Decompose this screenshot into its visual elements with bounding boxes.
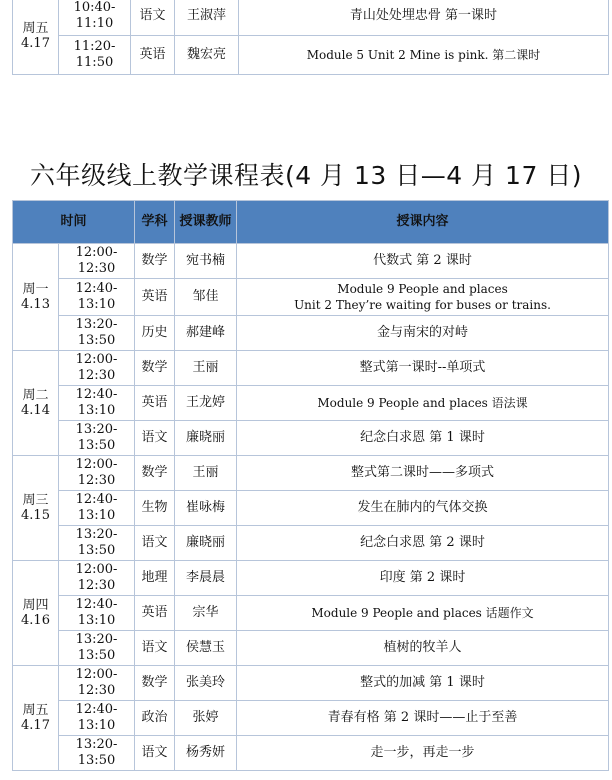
subject-cell: 地理 — [135, 561, 175, 596]
content-cell — [237, 244, 609, 279]
content-line: 青春有格 第 2 课时——止于至善 — [327, 710, 518, 725]
day-cell — [13, 456, 59, 561]
day-cell — [13, 0, 59, 75]
time-cell: 12:40-13:10 — [59, 386, 135, 421]
time-cell: 12:00-12:30 — [59, 244, 135, 279]
subject-cell: 英语 — [135, 279, 175, 316]
content-line: 整式的加减 第 1 课时 — [360, 675, 485, 690]
content-line: 纪念白求恩 第 1 课时 — [360, 430, 485, 445]
content-cell — [237, 351, 609, 386]
teacher-cell: 王丽 — [175, 351, 237, 386]
content-cell — [237, 279, 609, 316]
teacher-cell: 崔咏梅 — [175, 491, 237, 526]
time-cell: 13:20-13:50 — [59, 316, 135, 351]
subject-cell: 语文 — [135, 421, 175, 456]
content-line: 代数式 第 2 课时 — [373, 253, 472, 268]
teacher-cell: 廉晓丽 — [175, 421, 237, 456]
day-label: 周四 — [22, 598, 49, 613]
day-cell — [13, 351, 59, 456]
subject-cell: 生物 — [135, 491, 175, 526]
subject-cell: 数学 — [135, 244, 175, 279]
teacher-cell: 王淑萍 — [175, 0, 239, 36]
time-cell: 12:40-13:10 — [59, 596, 135, 631]
content-line: 植树的牧羊人 — [383, 640, 462, 655]
content-line: 发生在肺内的气体交换 — [357, 500, 488, 515]
header-row — [13, 201, 609, 244]
schedule-title: 六年级线上教学课程表(4 月 13 日—4 月 17 日) — [29, 161, 583, 190]
table-row — [13, 701, 609, 736]
teacher-cell: 王丽 — [175, 456, 237, 491]
time-cell: 12:00-12:30 — [59, 561, 135, 596]
time-cell: 12:40-13:10 — [59, 279, 135, 316]
header-subject: 学科 — [135, 201, 175, 244]
time-cell: 10:40-11:10 — [59, 0, 131, 36]
content-line: Module 9 People and places 语法课 — [317, 396, 528, 410]
teacher-cell: 张美玲 — [175, 666, 237, 701]
table-row — [13, 596, 609, 631]
content-line: 印度 第 2 课时 — [379, 570, 466, 585]
content-cell — [237, 316, 609, 351]
subject-cell: 语文 — [135, 526, 175, 561]
time-cell: 13:20-13:50 — [59, 736, 135, 771]
day-label: 周三 — [22, 493, 49, 508]
time-cell: 13:20-13:50 — [59, 421, 135, 456]
subject-cell: 数学 — [135, 456, 175, 491]
time-cell: 12:40-13:10 — [59, 701, 135, 736]
content-cell — [237, 421, 609, 456]
content-line: 走一步，再走一步 — [370, 745, 475, 760]
subject-cell: 英语 — [135, 386, 175, 421]
teacher-cell: 李晨晨 — [175, 561, 237, 596]
subject-cell: 语文 — [135, 736, 175, 771]
previous-schedule-table — [12, 0, 609, 75]
content-cell — [237, 631, 609, 666]
content-cell — [237, 526, 609, 561]
day-cell — [13, 561, 59, 666]
content-cell: Module 5 Unit 2 Mine is pink. 第二课时 — [239, 36, 609, 75]
teacher-cell: 廉晓丽 — [175, 526, 237, 561]
subject-cell: 英语 — [131, 36, 175, 75]
schedule-table — [12, 200, 609, 771]
subject-cell: 数学 — [135, 666, 175, 701]
header-content: 授课内容 — [237, 201, 609, 244]
content-line: Unit 2 They’re waiting for buses or trains. — [294, 298, 551, 312]
content-line: 金与南宋的对峙 — [377, 325, 469, 340]
day-date: 4.17 — [21, 35, 50, 51]
time-cell: 12:00-12:30 — [59, 456, 135, 491]
teacher-cell: 郝建峰 — [175, 316, 237, 351]
content-cell: 青山处处埋忠骨 第一课时 — [239, 0, 609, 36]
day-date: 4.16 — [21, 613, 50, 628]
subject-cell: 数学 — [135, 351, 175, 386]
day-date: 4.15 — [21, 508, 50, 523]
day-date: 4.14 — [21, 403, 50, 418]
day-date: 4.13 — [21, 297, 50, 312]
teacher-cell: 杨秀妍 — [175, 736, 237, 771]
day-label: 周二 — [22, 388, 49, 403]
time-cell: 12:00-12:30 — [59, 351, 135, 386]
time-cell: 13:20-13:50 — [59, 631, 135, 666]
content-line: 纪念白求恩 第 2 课时 — [360, 535, 485, 550]
subject-cell: 英语 — [135, 596, 175, 631]
table-row — [13, 666, 609, 701]
day-label: 周五 — [22, 20, 49, 36]
content-cell — [237, 456, 609, 491]
header-time: 时间 — [13, 201, 135, 244]
header-teacher: 授课教师 — [175, 201, 237, 244]
content-cell — [237, 561, 609, 596]
table-row — [13, 421, 609, 456]
day-date: 4.17 — [21, 718, 50, 733]
table-row — [13, 561, 609, 596]
table-row — [13, 279, 609, 316]
content-line: Module 9 People and places 话题作文 — [311, 606, 534, 620]
time-cell: 12:40-13:10 — [59, 491, 135, 526]
table-row — [13, 316, 609, 351]
content-cell — [237, 491, 609, 526]
teacher-cell: 魏宏亮 — [175, 36, 239, 75]
content-cell — [237, 596, 609, 631]
time-cell: 13:20-13:50 — [59, 526, 135, 561]
teacher-cell: 侯慧玉 — [175, 631, 237, 666]
teacher-cell: 宗华 — [175, 596, 237, 631]
table-row — [13, 526, 609, 561]
day-cell — [13, 666, 59, 771]
teacher-cell: 王龙婷 — [175, 386, 237, 421]
day-label: 周五 — [22, 703, 49, 718]
table-row — [13, 351, 609, 386]
table-row — [13, 36, 609, 75]
teacher-cell: 宛书楠 — [175, 244, 237, 279]
subject-cell: 政治 — [135, 701, 175, 736]
subject-cell: 语文 — [131, 0, 175, 36]
content-line: Module 9 People and places — [337, 282, 508, 296]
table-row — [13, 386, 609, 421]
content-cell — [237, 701, 609, 736]
day-cell — [13, 244, 59, 351]
teacher-cell: 邹佳 — [175, 279, 237, 316]
table-row — [13, 244, 609, 279]
day-label: 周一 — [22, 282, 49, 297]
table-row — [13, 631, 609, 666]
time-cell: 11:20-11:50 — [59, 36, 131, 75]
content-line: 整式第二课时——多项式 — [351, 465, 495, 480]
subject-cell: 历史 — [135, 316, 175, 351]
content-cell — [237, 736, 609, 771]
subject-cell: 语文 — [135, 631, 175, 666]
table-row — [13, 491, 609, 526]
table-row — [13, 0, 609, 36]
content-line: 整式第一课时--单项式 — [359, 360, 486, 375]
table-row — [13, 456, 609, 491]
schedule-body — [13, 244, 609, 771]
table-row — [13, 736, 609, 771]
content-cell — [237, 666, 609, 701]
teacher-cell: 张婷 — [175, 701, 237, 736]
content-cell — [237, 386, 609, 421]
time-cell: 12:00-12:30 — [59, 666, 135, 701]
